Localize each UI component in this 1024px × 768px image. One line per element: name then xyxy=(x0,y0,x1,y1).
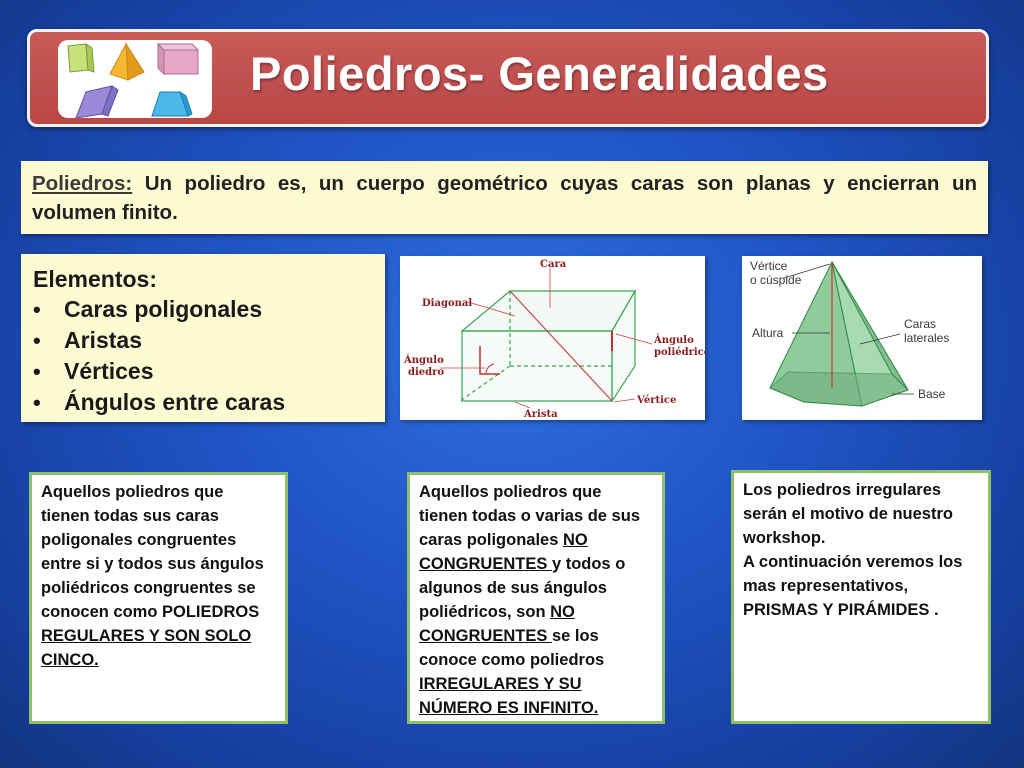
list-item: • Vértices xyxy=(33,356,373,387)
label-angulo-diedro-2: diedro xyxy=(408,367,445,378)
definition-label: Poliedros: xyxy=(32,172,133,195)
card-regular-underlined: REGULARES Y SON SOLO CINCO. xyxy=(41,627,252,669)
title-banner xyxy=(27,29,989,127)
label-caras: Caras xyxy=(904,317,937,331)
label-angulo-poliedrico-1: Ángulo xyxy=(654,335,694,346)
elements-title: Elementos: xyxy=(33,266,157,292)
pyramid-diagram xyxy=(742,256,982,420)
card-regular xyxy=(29,472,288,724)
card-irregular-u1: NO CONGRUENTES xyxy=(419,531,588,573)
pyramid-diagram-svg xyxy=(742,256,982,420)
label-vertice: Vértice xyxy=(750,259,788,273)
card-irregular-p1: Aquellos poliedros que tienen todas o varias de sus caras poligonales xyxy=(419,483,640,549)
label-cara: Cara xyxy=(540,259,567,270)
page-title: Poliedros- Generalidades xyxy=(250,47,829,100)
card-irregular xyxy=(407,472,665,724)
card-irregular-p2: y todos o algunos de sus ángulos poliédricos, son xyxy=(419,555,626,621)
card-workshop xyxy=(731,470,991,724)
label-angulo-diedro-1: Ángulo xyxy=(404,355,444,366)
card-irregular-u3: IRREGULARES Y SU NÚMERO ES INFINITO. xyxy=(419,675,599,717)
label-cuspide: o cúspide xyxy=(750,273,802,287)
definition-panel xyxy=(21,161,988,234)
elements-panel xyxy=(21,254,385,422)
definition-text: Un poliedro es, un cuerpo geométrico cuyas caras son planas y encierran un volumen finito. xyxy=(32,172,977,224)
elements-list xyxy=(33,294,373,418)
card-workshop-p1: Los poliedros irregulares serán el motivo de nuestro workshop. xyxy=(743,481,953,547)
list-item: • Caras poligonales xyxy=(33,294,373,325)
label-laterales: laterales xyxy=(904,331,950,345)
label-vertice: Vértice xyxy=(637,395,677,406)
polyhedra-shapes-icon xyxy=(58,40,212,118)
card-irregular-p3: se los conoce como poliedros xyxy=(419,627,605,669)
list-item: • Ángulos entre caras xyxy=(33,387,373,418)
card-workshop-p2: A continuación veremos los mas representativos, PRISMAS Y PIRÁMIDES . xyxy=(743,553,963,619)
label-arista: Arista xyxy=(524,409,558,420)
label-base: Base xyxy=(918,387,946,401)
label-angulo-poliedrico-2: poliédrico xyxy=(654,347,705,358)
prism-diagram-svg xyxy=(400,256,705,420)
polyhedra-thumbnail xyxy=(58,40,212,118)
card-regular-text: Aquellos poliedros que tienen todas sus caras poligonales congruentes entre si y todos sus ángulos poliédricos congruentes se conocen como POLIEDROS xyxy=(41,483,264,621)
card-irregular-u2: NO CONGRUENTES xyxy=(419,603,575,645)
prism-diagram xyxy=(400,256,705,420)
list-item: • Aristas xyxy=(33,325,373,356)
label-altura: Altura xyxy=(752,326,784,340)
label-diagonal: Diagonal xyxy=(422,298,473,309)
